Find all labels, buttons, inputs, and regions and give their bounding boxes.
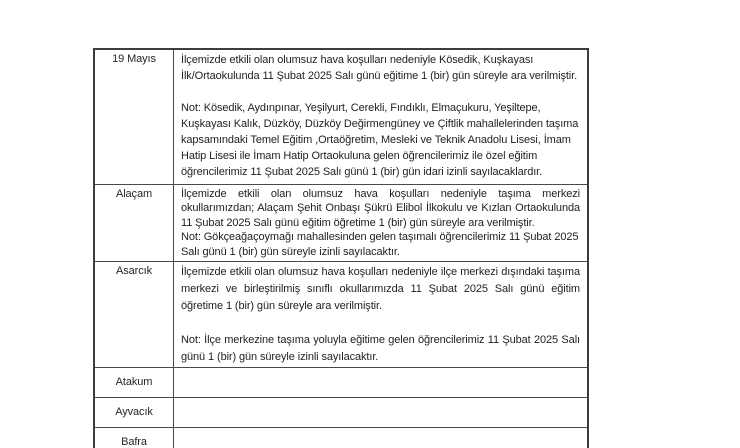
district-cell: Alaçam: [94, 184, 174, 262]
announcement-cell-empty: [174, 398, 589, 428]
table-row: [94, 262, 588, 368]
announcement-cell: [174, 49, 589, 184]
note-paragraph: Not: Gökçeağaçoymağı mahallesinden gelen taşımalı öğrencilerimiz 11 Şubat 2025 Salı günü 1 (bir) gün süreyle izinli sayılacaktır.: [181, 231, 579, 258]
announcement-paragraph: İlçemizde etkili olan olumsuz hava koşulları nedeniyle Kösedik, Kuşkayası İlk/Ortaokulunda 11 Şubat 2025 Salı günü eğitime 1 (bir) gün süreyle ara verilmiştir.: [181, 54, 578, 82]
table-row: [94, 49, 588, 184]
table-row: [94, 428, 588, 448]
table-row: [94, 184, 588, 262]
announcement-cell-empty: [174, 368, 589, 398]
table-row: [94, 398, 588, 428]
district-cell: 19 Mayıs: [94, 49, 174, 184]
district-cell: Bafra: [94, 428, 174, 448]
announcement-paragraph: İlçemizde etkili olan olumsuz hava koşulları nedeniyle taşıma merkezi okullarımızdan; Alaçam Şehit Onbaşı Şükrü Elibol İlkokulu ve Kızlan Ortaokulunda 11 Şubat 2025 Salı günü eğitim öğretime 1 (bir) gün süreyle ara verilmiştir.: [181, 187, 580, 229]
announcement-cell: [174, 184, 589, 262]
district-cell: Asarcık: [94, 262, 174, 368]
note-paragraph: Not: Kösedik, Aydınpınar, Yeşilyurt, Cerekli, Fındıklı, Elmaçukuru, Yeşiltepe, Kuşkayası Kalık, Düzköy, Düzköy Değirmengüney ve Çiftlik mahallelerinden taşıma kapsamındaki Temel Eğitim ,Ortaöğretim, Mesleki ve Teknik Anadolu Lisesi, İmam Hatip Lisesi ile İmam Hatip Ortaokuluna gelen öğrencilerimiz ile özel eğitim öğrencilerimiz 11 Şubat 2025 Salı günü 1 (bir) gün idari izinli sayılacaklardır.: [181, 102, 579, 178]
district-announcements-table: [93, 48, 589, 448]
table-row: [94, 368, 588, 398]
announcement-cell-empty: [174, 428, 589, 448]
announcement-cell: [174, 262, 589, 368]
note-paragraph: Not: İlçe merkezine taşıma yoluyla eğitime gelen öğrencilerimiz 11 Şubat 2025 Salı günü 1 (bir) gün süreyle izinli sayılacaktır.: [181, 333, 580, 363]
district-cell: Atakum: [94, 368, 174, 398]
announcement-paragraph: İlçemizde etkili olan olumsuz hava koşulları nedeniyle ilçe merkezi dışındaki taşıma merkezi ve birleştirilmiş sınıflı okullarımızda 11 Şubat 2025 Salı günü eğitim öğretime 1 (bir) gün süreyle ara verilmiştir.: [181, 266, 580, 313]
district-cell: Ayvacık: [94, 398, 174, 428]
